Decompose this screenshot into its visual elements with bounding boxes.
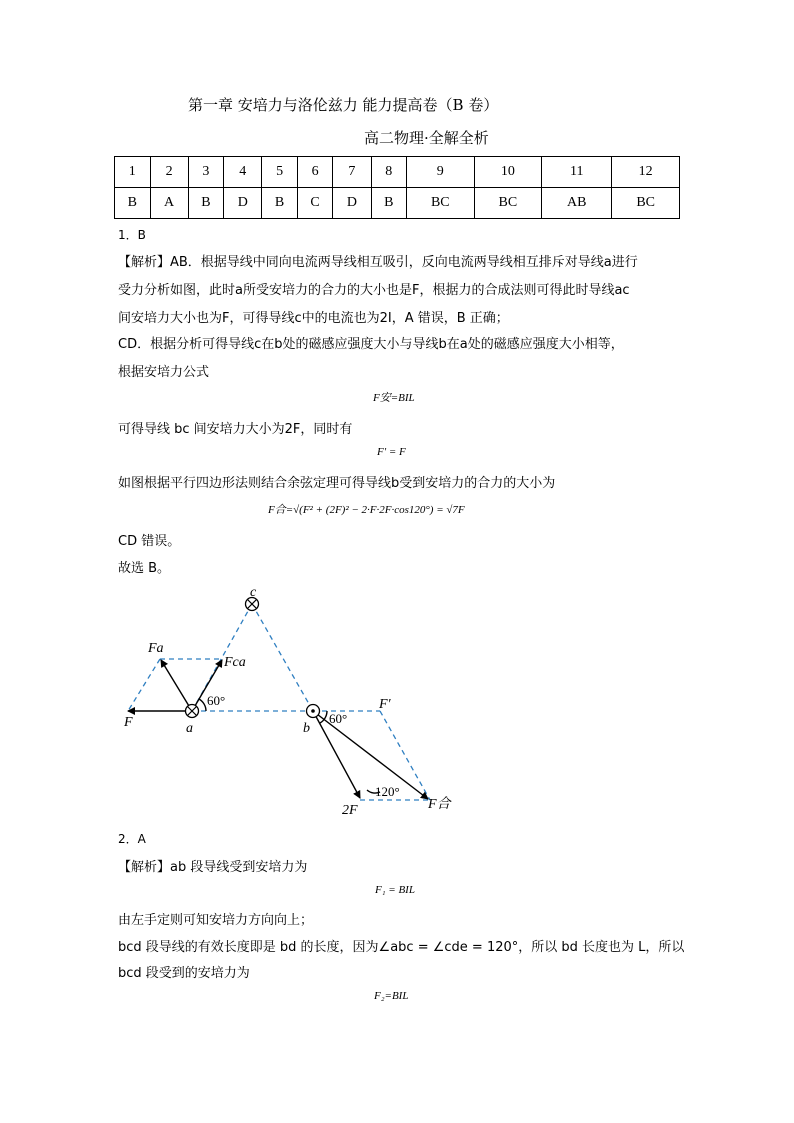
- answer-table: [114, 156, 680, 219]
- label-angle-b: 60°: [329, 711, 348, 726]
- q2-line1: 【解析】ab 段导线受到安培力为: [118, 860, 308, 875]
- q1-line1: 【解析】AB．根据导线中同向电流两导线相互吸引，反向电流两导线相互排斥对导线a进行: [118, 255, 638, 270]
- question-number-cell: 4: [224, 157, 262, 188]
- q1-line9: 故选 B。: [118, 561, 171, 576]
- answer-cell: C: [297, 188, 333, 219]
- answer-cell: B: [115, 188, 151, 219]
- q1-line5: 根据安培力公式: [118, 365, 210, 380]
- label-a: a: [186, 721, 193, 736]
- q1-line3: 间安培力大小也为F，可得导线c中的电流也为2I，A 错误，B 正确；: [118, 311, 509, 326]
- question-number-cell: 5: [262, 157, 298, 188]
- question-number-cell: 7: [333, 157, 371, 188]
- question-number-cell: 9: [407, 157, 475, 188]
- answer-cell: BC: [474, 188, 542, 219]
- q1-line4: CD．根据分析可得导线c在b处的磁感应强度大小与导线b在a处的磁感应强度大小相等，: [118, 337, 624, 352]
- label-Fa: Fa: [148, 641, 164, 656]
- q1-line7: 如图根据平行四边形法则结合余弦定理可得导线b受到安培力的合力的大小为: [118, 476, 556, 491]
- answer-letter-row: [115, 188, 680, 219]
- question-number-cell: 1: [115, 157, 151, 188]
- arrow-Fa: [161, 660, 192, 711]
- q1-line6: 可得导线 bc 间安培力大小为2F，同时有: [118, 422, 353, 437]
- label-angle-120: 120°: [375, 784, 400, 799]
- label-angle-a: 60°: [207, 693, 226, 708]
- page-title: 第一章 安培力与洛伦兹力 能力提高卷（B 卷）: [188, 96, 499, 114]
- question-number-cell: 6: [297, 157, 333, 188]
- q1-heading: 1．B: [118, 228, 146, 242]
- question-number-cell: 3: [188, 157, 224, 188]
- line-cb: [252, 604, 313, 711]
- answer-cell: AB: [542, 188, 612, 219]
- q2-line2: 由左手定则可知安培力方向向上；: [118, 913, 314, 928]
- q1-equation-3: F合=√(F² + (2F)² − 2·F·2F·cos120°) = √7F: [268, 504, 465, 516]
- q2-equation-1: F₁ = BIL: [375, 884, 415, 896]
- answer-cell: B: [262, 188, 298, 219]
- q1-equation-2: F′ = F: [377, 446, 406, 458]
- answer-cell: BC: [407, 188, 475, 219]
- label-b: b: [303, 721, 310, 736]
- question-number-cell: 10: [474, 157, 542, 188]
- answer-cell: B: [188, 188, 224, 219]
- answer-number-row: [115, 157, 680, 188]
- q1-line8: CD 错误。: [118, 534, 181, 549]
- question-number-cell: 2: [150, 157, 188, 188]
- wire-b-symbol: [307, 705, 320, 718]
- page-subtitle: 高二物理·全解全析: [364, 129, 489, 147]
- label-F-prime: F′: [379, 697, 391, 712]
- answer-cell: D: [333, 188, 371, 219]
- label-Fca: Fca: [224, 655, 246, 670]
- label-F-left: F: [124, 715, 133, 730]
- q2-line4: bcd 段受到的安培力为: [118, 966, 250, 981]
- question-number-cell: 8: [371, 157, 407, 188]
- force-diagram: [110, 580, 460, 820]
- q2-line3: bcd 段导线的有效长度即是 bd 的长度，因为∠abc = ∠cde = 120°，所以 bd 长度也为 L，所以: [118, 940, 685, 955]
- q2-equation-2: F₂=BIL: [374, 990, 409, 1002]
- label-c: c: [250, 585, 257, 600]
- answer-cell: BC: [612, 188, 680, 219]
- question-number-cell: 12: [612, 157, 680, 188]
- q2-heading: 2．A: [118, 832, 146, 846]
- answer-cell: D: [224, 188, 262, 219]
- label-2F: 2F: [342, 803, 358, 818]
- answer-cell: B: [371, 188, 407, 219]
- angle-arc-a: [199, 699, 206, 711]
- label-F-he: F合: [428, 797, 451, 812]
- q1-equation-1: F安=BIL: [373, 392, 415, 404]
- q1-line2: 受力分析如图，此时a所受安培力的合力的大小也是F，根据力的合成法则可得此时导线ac: [118, 283, 630, 298]
- wire-a-symbol: [186, 705, 199, 718]
- question-number-cell: 11: [542, 157, 612, 188]
- parallelogram-left: [128, 659, 160, 711]
- answer-cell: A: [150, 188, 188, 219]
